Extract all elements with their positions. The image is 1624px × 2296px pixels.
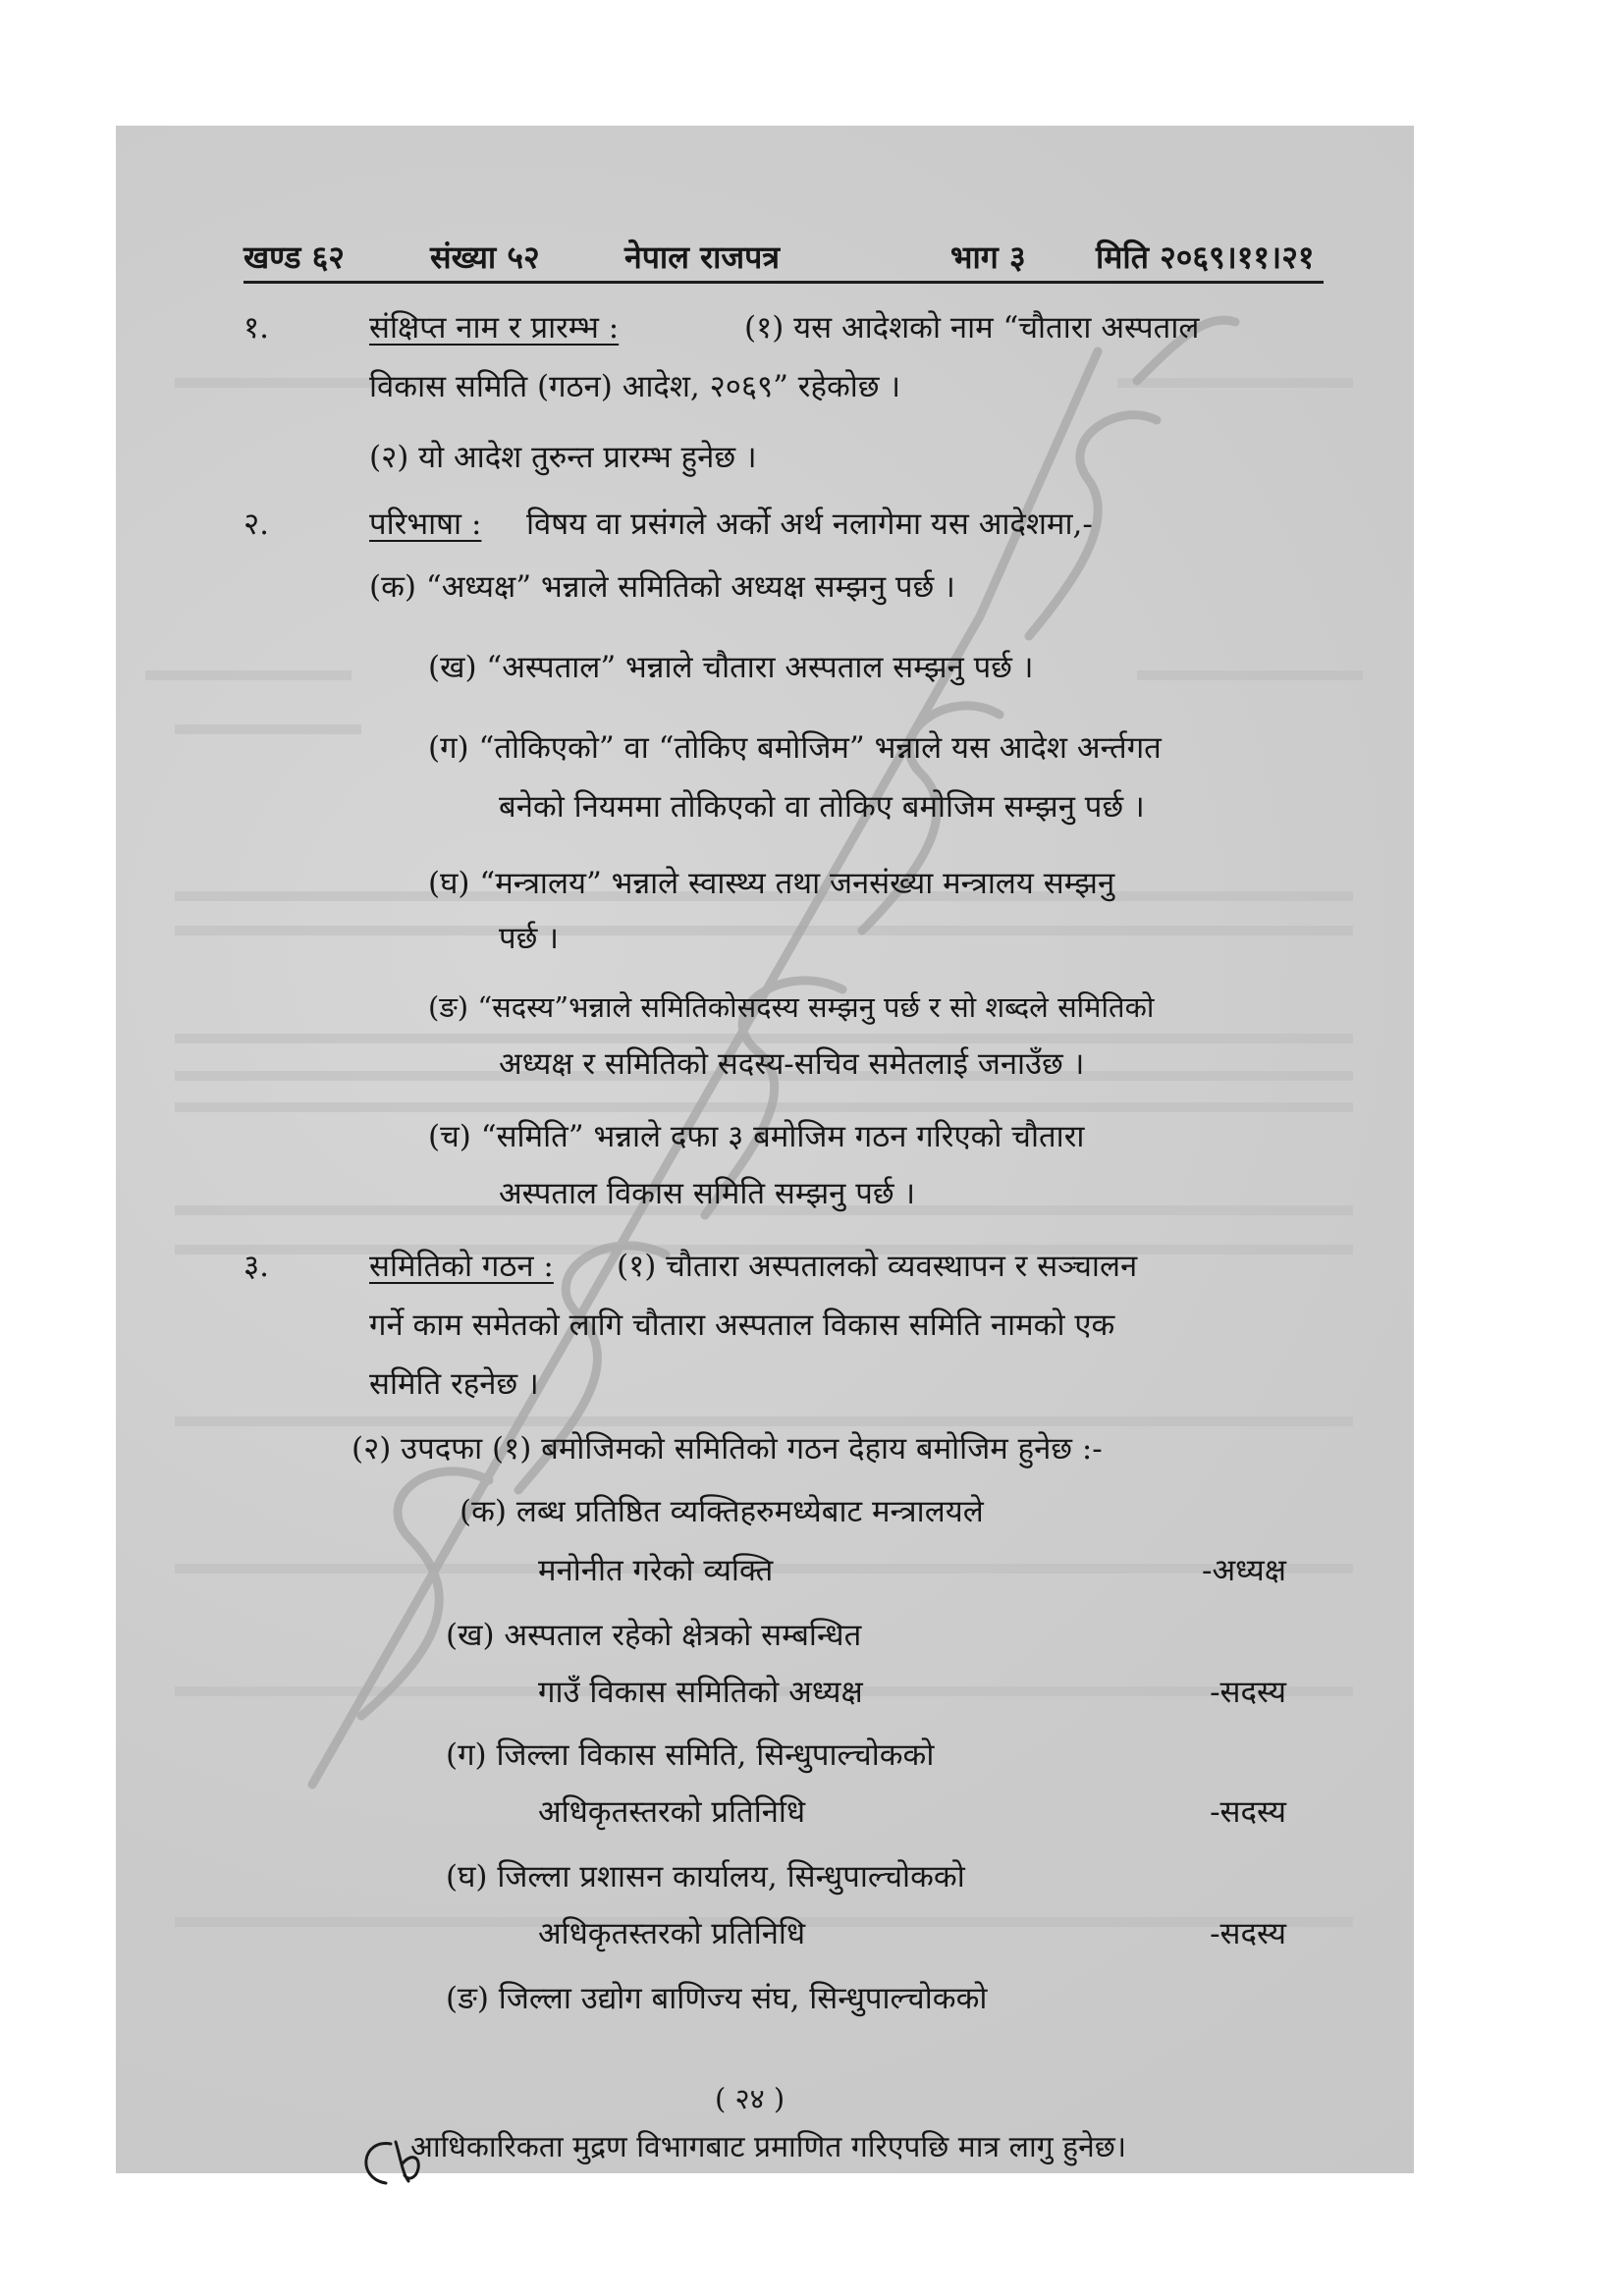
member-role: -सदस्य	[1210, 1794, 1286, 1830]
member-item: (ख) अस्पताल रहेको क्षेत्रको सम्बन्धित	[446, 1618, 862, 1653]
member-item: (ग) जिल्ला विकास समिति, सिन्धुपाल्चोकको	[446, 1737, 935, 1773]
member-item: (घ) जिल्ला प्रशासन कार्यालय, सिन्धुपाल्चोकको	[446, 1859, 965, 1895]
publication-title: नेपाल राजपत्र	[624, 239, 781, 276]
member-item: गाउँ विकास समितिको अध्यक्ष	[538, 1675, 863, 1710]
section-text: विकास समिति (गठन) आदेश, २०६९” रहेकोछ ।	[369, 369, 901, 404]
part-number: भाग ३	[950, 239, 1026, 276]
volume-number: खण्ड ६२	[244, 239, 345, 276]
section-number: १.	[244, 310, 269, 346]
definition-item: (ग) “तोकिएको” वा “तोकिए बमोजिम” भन्नाले यस आदेश अर्न्तगत	[428, 730, 1162, 766]
definition-item: (क) “अध्यक्ष” भन्नाले समितिको अध्यक्ष सम्झनु पर्छ ।	[369, 569, 955, 605]
member-item: अधिकृतस्तरको प्रतिनिधि	[538, 1794, 806, 1830]
subsection-text: (२) यो आदेश तुरुन्त प्रारम्भ हुनेछ ।	[369, 440, 757, 475]
definition-item: पर्छ ।	[499, 921, 559, 956]
member-item: अधिकृतस्तरको प्रतिनिधि	[538, 1916, 806, 1951]
section-text: (१) चौतारा अस्पतालको व्यवस्थापन र सञ्चालन	[617, 1249, 1138, 1284]
publication-date: मिति २०६९।११।२१	[1096, 239, 1315, 276]
gazette-header	[244, 234, 1324, 284]
section-title: समितिको गठन :	[369, 1249, 554, 1284]
scanned-page	[116, 126, 1414, 2173]
definition-item: बनेको नियममा तोकिएको वा तोकिए बमोजिम सम्झनु पर्छ ।	[499, 789, 1145, 825]
definition-item: (घ) “मन्त्रालय” भन्नाले स्वास्थ्य तथा जनसंख्या मन्त्रालय सम्झनु	[428, 866, 1115, 901]
subsection-text: (२) उपदफा (१) बमोजिमको समितिको गठन देहाय बमोजिम हुनेछ :-	[352, 1431, 1103, 1467]
member-role: -सदस्य	[1210, 1916, 1286, 1951]
definition-item: (च) “समिति” भन्नाले दफा ३ बमोजिम गठन गरिएको चौतारा	[428, 1119, 1085, 1154]
member-role: -अध्यक्ष	[1201, 1553, 1286, 1588]
section-text: गर्ने काम समेतको लागि चौतारा अस्पताल विकास समिति नामको एक	[369, 1308, 1115, 1343]
section-text: समिति रहनेछ ।	[369, 1366, 539, 1402]
page-number: ( २४ )	[715, 2082, 785, 2115]
definition-item: (ख) “अस्पताल” भन्नाले चौतारा अस्पताल सम्झनु पर्छ ।	[428, 650, 1034, 685]
definition-item: अध्यक्ष र समितिको सदस्य-सचिव समेतलाई जनाउँछ ।	[499, 1046, 1085, 1082]
section-text: विषय वा प्रसंगले अर्को अर्थ नलागेमा यस आदेशमा,-	[526, 507, 1093, 542]
member-role: -सदस्य	[1210, 1675, 1286, 1710]
section-number: ३.	[244, 1249, 269, 1284]
definition-item: (ङ) “सदस्य”भन्नाले समितिकोसदस्य सम्झनु पर्छ र सो शब्दले समितिको	[428, 990, 1155, 1024]
section-number: २.	[244, 507, 269, 542]
section-title: संक्षिप्त नाम र प्रारम्भ :	[369, 310, 620, 346]
authenticity-note: आधिकारिकता मुद्रण विभागबाट प्रमाणित गरिएपछि मात्र लागु हुनेछ।	[410, 2130, 1127, 2164]
issue-number: संख्या ५२	[430, 239, 540, 276]
torn-edge	[1477, 832, 1536, 1048]
section-title: परिभाषा :	[369, 507, 482, 542]
member-item: (क) लब्ध प्रतिष्ठित व्यक्तिहरुमध्येबाट मन्त्रालयले	[460, 1494, 984, 1529]
torn-edge	[1477, 1613, 1536, 1809]
member-item: (ङ) जिल्ला उद्योग बाणिज्य संघ, सिन्धुपाल्चोकको	[446, 1981, 988, 2016]
section-text: (१) यस आदेशको नाम “चौतारा अस्पताल	[744, 310, 1200, 346]
definition-item: अस्पताल विकास समिति सम्झनु पर्छ ।	[499, 1176, 916, 1211]
member-item: मनोनीत गरेको व्यक्ति	[538, 1553, 774, 1588]
